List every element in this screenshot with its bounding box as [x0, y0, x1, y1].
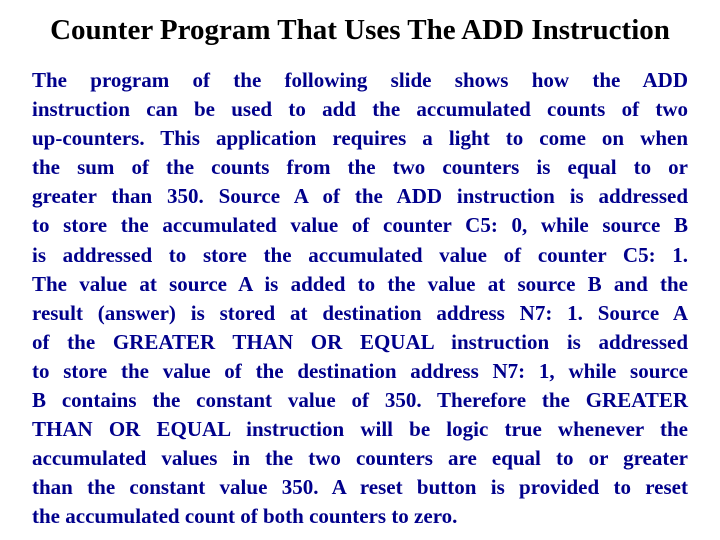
body-line: THAN OR EQUAL instruction will be logic true whenever the — [32, 417, 688, 442]
body-line: greater than 350. Source A of the ADD instruction is addressed — [32, 184, 688, 209]
body-line: up-counters. This application requires a light to come on when — [32, 126, 688, 151]
body-line: The value at source A is added to the value at source B and the — [32, 271, 688, 296]
body-line: the accumulated count of both counters to zero. — [32, 504, 458, 529]
body-line: result (answer) is stored at destination address N7: 1. Source A — [32, 300, 688, 325]
body-line: to store the accumulated value of counter C5: 0, while source B — [32, 213, 688, 238]
body-line: is addressed to store the accumulated value of counter C5: 1. — [32, 242, 688, 267]
body-line: the sum of the counts from the two counters is equal to or — [32, 155, 688, 180]
body-line: B contains the constant value of 350. Therefore the GREATER — [32, 388, 688, 413]
body-line: to store the value of the destination address N7: 1, while source — [32, 358, 688, 383]
body-line: accumulated values in the two counters are equal to or greater — [32, 446, 688, 471]
body-line: of the GREATER THAN OR EQUAL instruction is addressed — [32, 329, 688, 354]
slide-title: Counter Program That Uses The ADD Instruction — [50, 14, 670, 46]
body-line: instruction can be used to add the accumulated counts of two — [32, 97, 688, 122]
body-line: The program of the following slide shows how the ADD — [32, 68, 688, 92]
slide-body — [32, 66, 688, 532]
body-line: than the constant value 350. A reset button is provided to reset — [32, 475, 688, 500]
